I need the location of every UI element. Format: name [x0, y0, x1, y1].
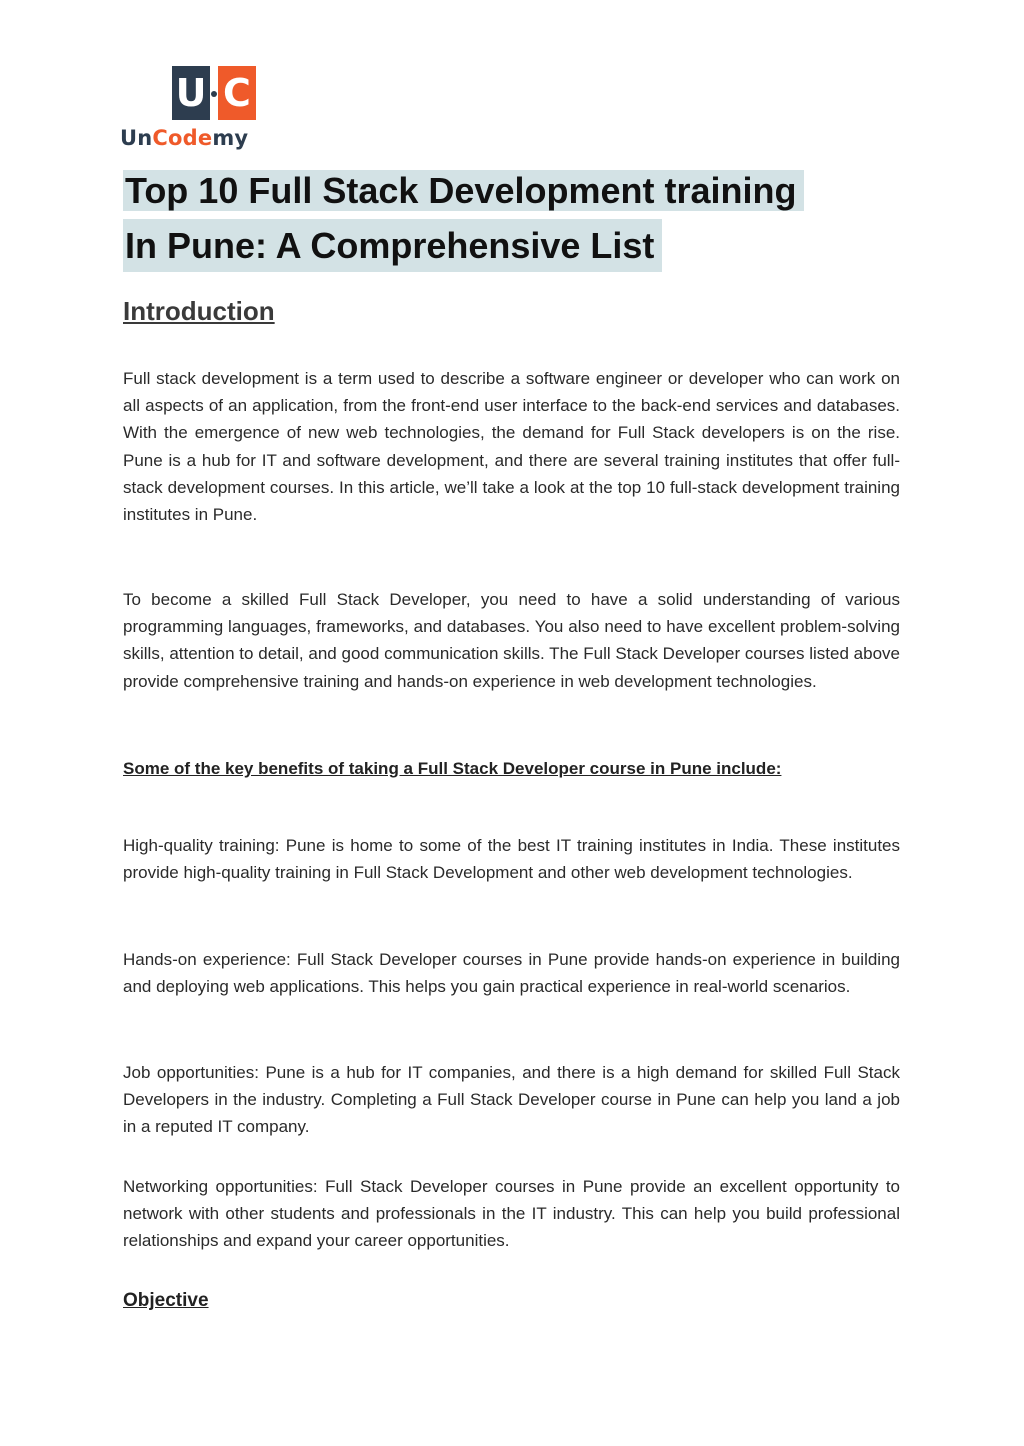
benefit-high-quality-training: High-quality training: Pune is home to some of the best IT training institutes in India. These institutes provide high-quality training in Full Stack Development and other web development technologies. [123, 836, 900, 883]
logo-mark [172, 66, 256, 120]
intro-paragraph: Full stack development is a term used to describe a software engineer or developer who can work on all aspects of an application, from the front-end user interface to the back-end services and databases. With the emergence of new web technologies, the demand for Full Stack developers is on the rise. Pune is a hub for IT and software development, and there are several training institutes that offer full-stack development courses. In this article, we’ll take a look at the top 10 full-stack development training institutes in Pune. [123, 369, 900, 525]
title-line-1: Top 10 Full Stack Development training [123, 170, 804, 211]
benefit-networking-opportunities: Networking opportunities: Full Stack Developer courses in Pune provide an excellent opportunity to network with other students and professionals in the IT industry. This can help you build professional relationships and expand your career opportunities. [123, 1177, 900, 1251]
benefit-job-opportunities: Job opportunities: Pune is a hub for IT companies, and there is a high demand for skilled Full Stack Developers in the industry. Completing a Full Stack Developer course in Pune can help you land a job in a reputed IT company. [123, 1063, 900, 1137]
title-line-2: In Pune: A Comprehensive List [123, 219, 662, 272]
skills-paragraph: To become a skilled Full Stack Developer, you need to have a solid understanding of various programming languages, frameworks, and databases. You also need to have excellent problem-solving skills, attention to detail, and good communication skills. The Full Stack Developer courses listed above provide comprehensive training and hands-on experience in web development technologies. [123, 590, 900, 691]
benefit-hands-on-experience: Hands-on experience: Full Stack Developer courses in Pune provide hands-on experience in building and deploying web applications. This helps you gain practical experience in real-world scenarios. [123, 950, 900, 997]
logo-letter-u: U [172, 66, 210, 120]
logo-wordmark [120, 126, 248, 150]
benefits-heading: Some of the key benefits of taking a Full Stack Developer course in Pune include: [123, 759, 782, 778]
logo-dot [211, 91, 217, 97]
objective-heading: Objective [123, 1290, 209, 1311]
logo-word-part1: Un [120, 126, 153, 150]
page-title [123, 164, 804, 272]
logo-word-part2: Code [152, 126, 213, 150]
logo-letter-c: C [218, 66, 256, 120]
introduction-heading: Introduction [123, 296, 275, 326]
logo-word-part3: my [212, 126, 249, 150]
uncodemy-logo [120, 66, 285, 156]
